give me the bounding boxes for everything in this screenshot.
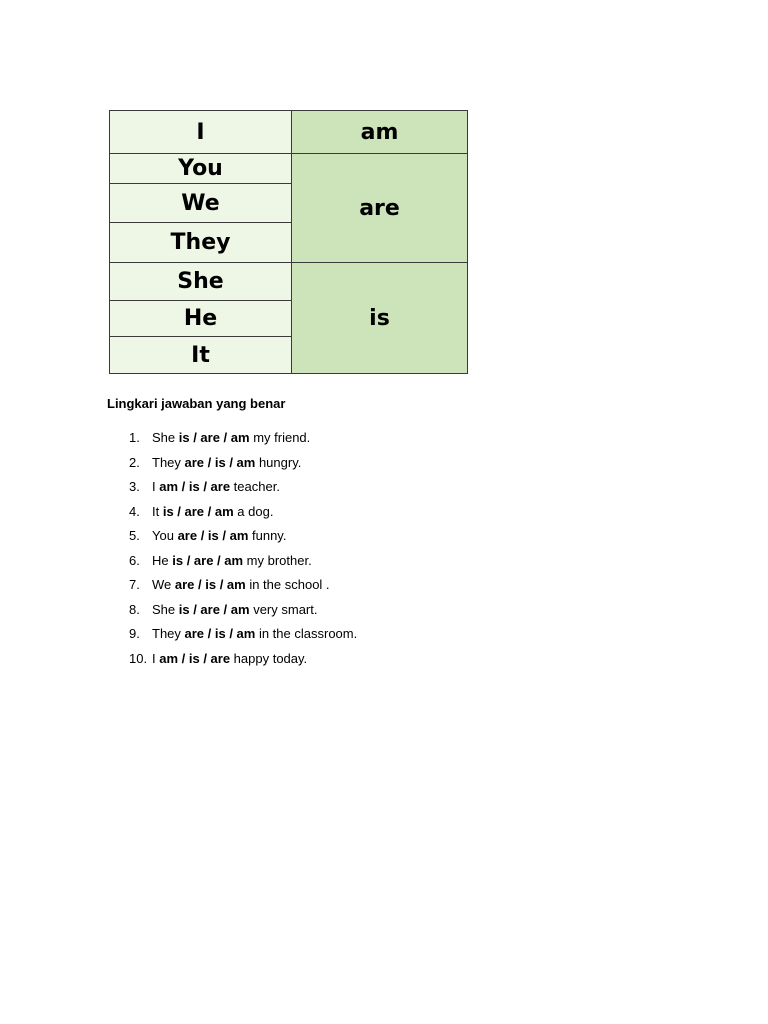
- item-number: 9.: [129, 626, 140, 641]
- item-text-after: in the school .: [245, 577, 330, 592]
- pronoun-cell: She: [110, 263, 292, 301]
- item-text-after: funny.: [248, 528, 287, 543]
- item-text-after: hungry.: [255, 454, 302, 470]
- item-number: 6.: [129, 552, 140, 568]
- pronoun-cell: You: [110, 154, 292, 184]
- item-text-after: happy today.: [230, 650, 308, 666]
- item-number: 8.: [129, 601, 140, 617]
- pronoun-cell: It: [110, 337, 292, 374]
- item-options[interactable]: are / is / am: [177, 528, 249, 543]
- item-number: 7.: [129, 577, 140, 592]
- to-be-table: [109, 110, 468, 374]
- item-text-before: He: [152, 552, 173, 568]
- item-options[interactable]: am / is / are: [159, 479, 231, 494]
- item-text-before: We: [152, 577, 175, 592]
- table-row: [110, 263, 468, 301]
- exercise-item: [129, 601, 357, 626]
- exercise-item: [129, 650, 357, 675]
- item-options[interactable]: is / are / am: [178, 430, 250, 445]
- item-number: 3.: [129, 479, 140, 494]
- item-text-before: I: [152, 479, 160, 494]
- item-number: 1.: [129, 430, 140, 445]
- item-number: 10.: [129, 650, 148, 666]
- table-row: [110, 154, 468, 184]
- item-options[interactable]: is / are / am: [162, 503, 234, 519]
- verb-cell: is: [292, 263, 468, 374]
- item-text-after: in the classroom.: [255, 626, 358, 641]
- item-text-after: very smart.: [249, 601, 318, 617]
- item-text-before: It: [152, 503, 163, 519]
- item-number: 2.: [129, 454, 140, 470]
- item-options[interactable]: are / is / am: [184, 454, 256, 470]
- item-options[interactable]: is / are / am: [172, 552, 244, 568]
- pronoun-cell: He: [110, 301, 292, 337]
- pronoun-cell: I: [110, 111, 292, 154]
- exercise-item: [129, 552, 357, 577]
- exercise-item: [129, 429, 357, 454]
- item-number: 5.: [129, 528, 140, 543]
- exercise-item: [129, 576, 357, 601]
- pronoun-cell: They: [110, 223, 292, 263]
- verb-cell: are: [292, 154, 468, 263]
- exercise-item: [129, 503, 357, 528]
- item-text-before: They: [152, 454, 185, 470]
- item-text-after: a dog.: [233, 503, 274, 519]
- item-text-before: You: [152, 528, 178, 543]
- item-text-before: I: [152, 650, 160, 666]
- item-number: 4.: [129, 503, 140, 519]
- instruction-heading: Lingkari jawaban yang benar: [107, 396, 286, 411]
- item-text-before: She: [152, 430, 179, 445]
- item-text-before: She: [152, 601, 179, 617]
- item-options[interactable]: is / are / am: [178, 601, 250, 617]
- item-options[interactable]: am / is / are: [159, 650, 231, 666]
- verb-cell: am: [292, 111, 468, 154]
- pronoun-cell: We: [110, 184, 292, 223]
- item-text-after: my brother.: [243, 552, 312, 568]
- exercise-item: [129, 478, 357, 503]
- item-options[interactable]: are / is / am: [184, 626, 256, 641]
- item-text-after: teacher.: [230, 479, 280, 494]
- exercise-list: [129, 429, 357, 674]
- item-text-before: They: [152, 626, 185, 641]
- exercise-item: [129, 527, 357, 552]
- exercise-item: [129, 625, 357, 650]
- item-text-after: my friend.: [249, 430, 311, 445]
- exercise-item: [129, 454, 357, 479]
- table-row: [110, 111, 468, 154]
- item-options[interactable]: are / is / am: [174, 577, 246, 592]
